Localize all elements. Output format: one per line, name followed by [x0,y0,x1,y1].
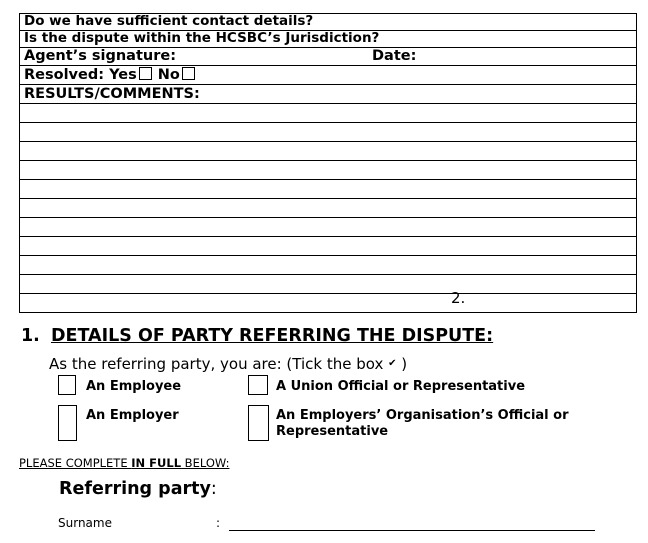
comment-line[interactable] [20,180,636,199]
tick-instruction [49,355,407,373]
please-complete-suffix: BELOW: [181,456,230,470]
comment-line[interactable] [20,123,636,142]
resolved-group [24,67,201,83]
resolved-no-label: No [157,67,180,83]
comment-line[interactable] [20,218,636,237]
referring-party-title: Referring party [59,479,211,499]
union-checkbox[interactable] [248,375,268,395]
please-complete-note [19,456,229,470]
tick-instruction-text: As the referring party, you are: (Tick the box [49,355,384,373]
comment-line[interactable] [20,161,636,180]
comment-line[interactable] [20,275,636,294]
results-comments-label: RESULTS/COMMENTS: [24,86,200,102]
resolved-yes-checkbox[interactable] [139,67,152,80]
agent-checklist-table [19,13,637,313]
surname-colon: : [216,516,221,530]
referring-party-heading [59,479,217,499]
employer-label: An Employer [86,408,179,423]
comment-line[interactable] [20,256,636,275]
comment-line[interactable] [20,294,636,312]
section-heading [21,326,493,346]
employee-checkbox[interactable] [58,375,76,395]
row-contact-details [20,14,636,31]
contact-details-question: Do we have sufficient contact details? [24,13,314,29]
date-label: Date: [372,48,417,64]
comment-line[interactable] [20,237,636,256]
row-resolved [20,66,636,85]
please-complete-bold: IN FULL [131,456,182,470]
page-number: 2. [451,289,466,307]
surname-label: Surname [58,516,112,530]
row-results-comments [20,85,636,104]
employer-checkbox[interactable] [58,405,77,441]
row-agent-signature[interactable] [20,48,636,66]
section-title: DETAILS OF PARTY REFERRING THE DISPUTE: [51,326,494,346]
comment-line[interactable] [20,104,636,123]
employers-organisation-checkbox[interactable] [248,405,269,441]
resolved-yes-label: Resolved: Yes [24,67,137,83]
tick-instruction-close: ) [396,355,408,373]
union-label: A Union Official or Representative [276,379,526,394]
section-number: 1. [21,326,40,346]
jurisdiction-question: Is the dispute within the HCSBC’s Jurisdiction? [24,30,380,46]
please-complete-prefix: PLEASE COMPLETE [19,456,132,470]
comment-line[interactable] [20,199,636,218]
surname-field[interactable] [229,530,595,531]
row-jurisdiction [20,31,636,48]
checkmark-icon: ✔ [388,358,397,369]
employee-label: An Employee [86,379,182,394]
resolved-no-checkbox[interactable] [182,67,195,80]
agent-signature-label: Agent’s signature: [24,48,177,64]
employers-organisation-label-line1: An Employers’ Organisation’s Official or [276,408,569,423]
referring-party-colon: : [210,479,217,499]
comment-line[interactable] [20,142,636,161]
employers-organisation-label-line2: Representative [276,424,389,439]
